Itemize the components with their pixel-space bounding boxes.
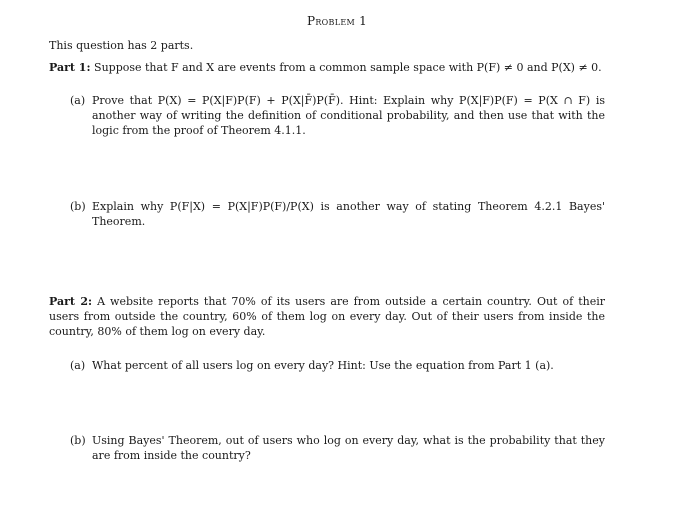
- part2-item-b-text: Using Bayes' Theorem, out of users who log on every day, what is the probability that they are from inside the country?: [92, 434, 605, 462]
- part2-item-a-text: What percent of all users log on every day? Hint: Use the equation from Part 1 (a).: [92, 359, 554, 372]
- part1-label: Part 1:: [49, 61, 91, 74]
- part2-item-b: [70, 433, 605, 463]
- part2-item-b-label: (b): [70, 434, 86, 447]
- problem-title: Problem 1: [306, 14, 368, 28]
- part1-item-b: [70, 199, 605, 229]
- part2-text: A website reports that 70% of its users are from outside a certain country. Out of their users from outside the country, 60% of them log on every day. Out of their users from inside the country, 80% of them log on every day.: [49, 295, 605, 338]
- part1-item-b-label: (b): [70, 200, 86, 213]
- part2-statement: [49, 294, 605, 339]
- part1-item-a: [70, 93, 605, 138]
- part2-item-a: [70, 358, 605, 373]
- part1-text: Suppose that F and X are events from a common sample space with P(F) ≠ 0 and P(X) ≠ 0.: [94, 61, 602, 74]
- intro-text: This question has 2 parts.: [49, 39, 194, 52]
- part2-label: Part 2:: [49, 295, 93, 308]
- part1-statement: [49, 60, 605, 75]
- part2-item-a-label: (a): [70, 359, 86, 372]
- part1-item-b-text: Explain why P(F|X) = P(X|F)P(F)/P(X) is another way of stating Theorem 4.2.1 Bayes' Theorem.: [92, 200, 605, 228]
- part1-item-a-label: (a): [70, 94, 86, 107]
- part1-item-a-text: Prove that P(X) = P(X|F)P(F) + P(X|F̄)P(F̄). Hint: Explain why P(X|F)P(F) = P(X ∩ F) is another way of writing the definition of conditional probability, and then use that with the logic from the proof of Theorem 4.1.1.: [92, 94, 605, 137]
